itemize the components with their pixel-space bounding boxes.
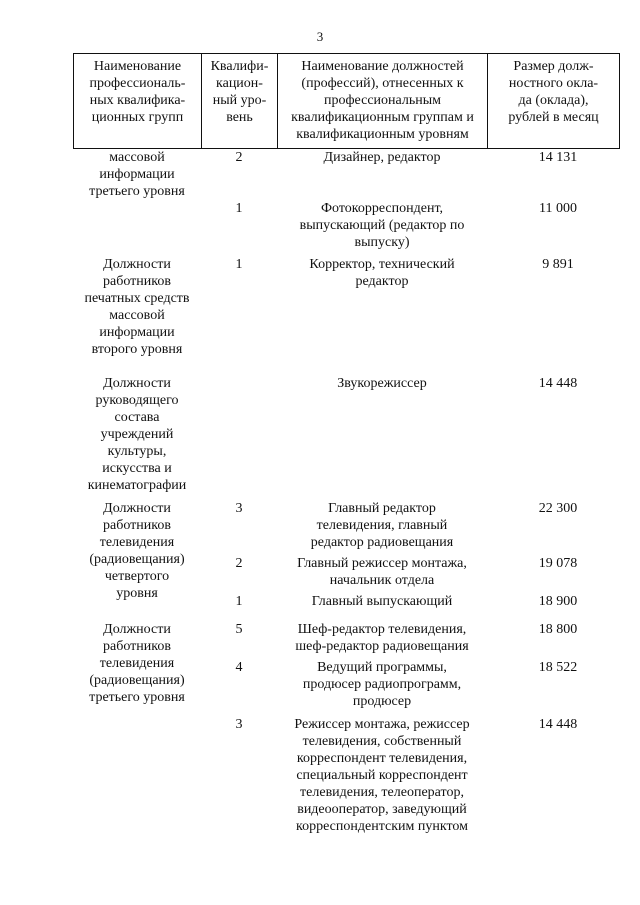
table-body xyxy=(73,149,620,835)
salary-amount: 18 800 xyxy=(538,622,578,637)
table-row xyxy=(201,375,619,392)
table-group xyxy=(73,375,620,494)
position-name: Главный режиссер монтажа, начальник отдела xyxy=(297,556,467,588)
salary-amount: 14 448 xyxy=(538,376,578,391)
group-name: Должности работников печатных средств массовой информации второго уровня xyxy=(84,257,190,357)
table-group xyxy=(73,621,620,835)
header-salary: Размер долж- ностного окла- да (оклада), рублей в месяц xyxy=(487,54,620,148)
header-positions: Наименование должностей (профессий), отнесенных к профессиональным квалификационным группам и квалификационным уровням xyxy=(277,54,487,148)
position-name: Корректор, технический редактор xyxy=(309,257,455,289)
qualification-level xyxy=(201,375,277,392)
position-name: Дизайнер, редактор xyxy=(323,150,441,165)
position-name: Шеф-редактор телевидения, шеф-редактор радиовещания xyxy=(295,622,469,654)
table-row xyxy=(201,621,619,659)
group-name: Должности работников телевидения (радиовещания) третьего уровня xyxy=(89,622,185,705)
salary-amount: 9 891 xyxy=(542,257,574,272)
group-rows xyxy=(201,621,619,835)
page-number: 3 xyxy=(316,29,324,44)
table-group xyxy=(73,500,620,616)
table-group xyxy=(73,256,620,370)
qualification-level: 1 xyxy=(235,257,243,272)
position-name: Ведущий программы, продюсер радиопрограмм, продюсер xyxy=(302,660,462,709)
qualification-level: 3 xyxy=(235,717,243,732)
position-name: Главный редактор телевидения, главный редактор радиовещания xyxy=(310,501,454,550)
qualification-level: 5 xyxy=(235,622,243,637)
table-row xyxy=(201,593,619,610)
salary-amount: 18 900 xyxy=(538,594,578,609)
group-name: Должности руководящего состава учреждений культуры, искусства и кинематографии xyxy=(87,376,187,493)
salary-amount: 22 300 xyxy=(538,501,578,516)
position-name: Фотокорреспондент, выпускающий (редактор по выпуску) xyxy=(299,201,465,250)
table-row xyxy=(201,500,619,555)
table-row xyxy=(201,555,619,593)
group-rows xyxy=(201,500,619,616)
qualification-level: 1 xyxy=(235,201,243,216)
group-rows xyxy=(201,256,619,370)
position-name: Главный выпускающий xyxy=(311,594,453,609)
group-rows xyxy=(201,149,619,251)
table-row xyxy=(201,659,619,716)
qualification-level: 3 xyxy=(235,501,243,516)
table-header xyxy=(73,53,620,149)
table-row xyxy=(201,716,619,835)
salary-amount: 18 522 xyxy=(538,660,578,675)
qualification-level: 2 xyxy=(235,150,243,165)
group-rows xyxy=(201,375,619,494)
header-qualification-level: Квалифи- кацион- ный уро- вень xyxy=(201,54,277,148)
salary-amount: 14 131 xyxy=(538,150,578,165)
salary-amount: 14 448 xyxy=(538,717,578,732)
qualification-level: 2 xyxy=(235,556,243,571)
table-row xyxy=(201,149,619,200)
salary-amount: 11 000 xyxy=(539,201,577,216)
qualification-level: 1 xyxy=(235,594,243,609)
header-group-name: Наименование профессиональ- ных квалифика- ционных групп xyxy=(73,54,201,148)
group-name: массовой информации третьего уровня xyxy=(89,150,185,199)
group-name: Должности работников телевидения (радиовещания) четвертого уровня xyxy=(89,501,185,601)
table-row xyxy=(201,200,619,251)
salary-amount: 19 078 xyxy=(538,556,578,571)
table-row xyxy=(201,256,619,290)
qualification-level: 4 xyxy=(235,660,243,675)
position-name: Звукорежиссер xyxy=(337,376,427,391)
position-name: Режиссер монтажа, режиссер телевидения, собственный корреспондент телевидения, специальный корреспондент телевидения, телеоператор, видеооператор, заведующий корреспондентским пунктом xyxy=(294,717,470,834)
table-group xyxy=(73,149,620,249)
